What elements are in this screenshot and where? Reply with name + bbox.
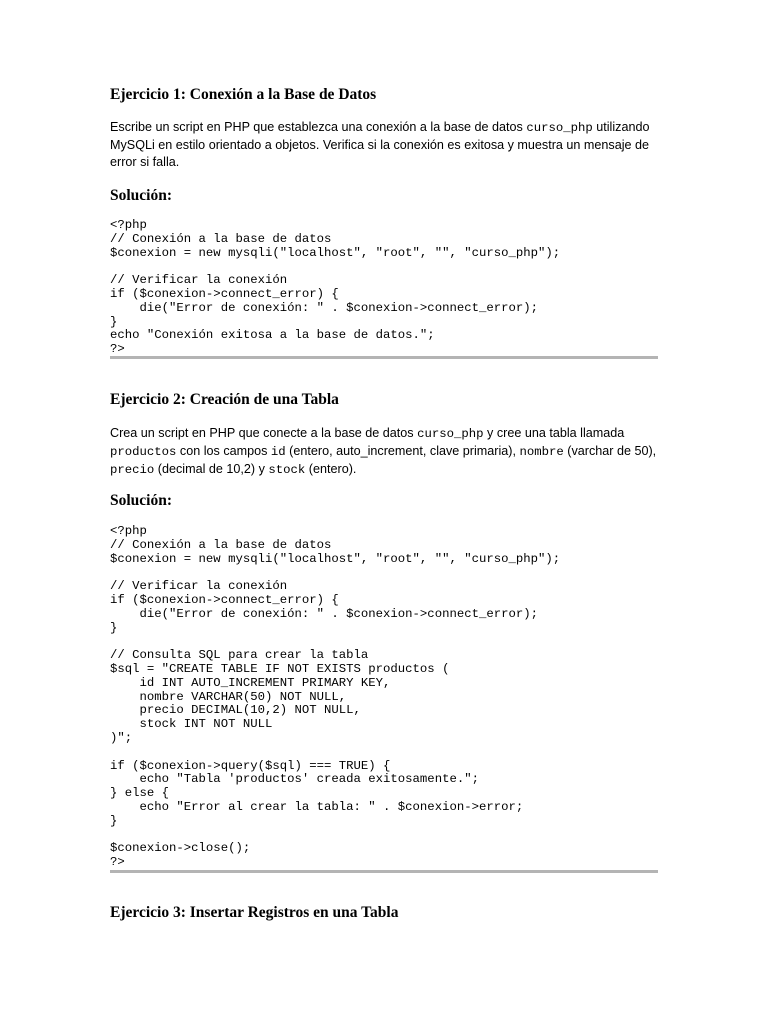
inline-code: productos [110, 445, 177, 459]
exercise-2-title: Ejercicio 2: Creación de una Tabla [110, 391, 339, 408]
exercise-2-description [110, 425, 670, 479]
inline-code: stock [268, 463, 306, 477]
exercise-2-solution-label: Solución: [110, 492, 173, 509]
description-text: con los campos [176, 444, 271, 458]
description-text: (varchar de 50), [563, 444, 657, 458]
exercise-1-title: Ejercicio 1: Conexión a la Base de Datos [110, 86, 377, 103]
exercise-3-title: Ejercicio 3: Insertar Registros en una Tabla [110, 904, 399, 921]
inline-code: precio [110, 463, 155, 477]
description-text: (entero). [305, 462, 357, 476]
description-text: y cree una tabla llamada [483, 426, 625, 440]
exercise-1-code-block: <?php // Conexión a la base de datos $conexion = new mysqli("localhost", "root", "", "curso_php"); // Verificar la conexión if ($conexion->connect_error) { die("Error de conexión: " . $conexion->connect_error); } echo "Conexión exitosa a la base de datos."; ?> [110, 218, 561, 357]
description-text: Escribe un script en PHP que establezca una conexión a la base de datos [110, 120, 527, 134]
exercise-1-description [110, 119, 670, 171]
exercise-1-solution-label: Solución: [110, 187, 173, 204]
exercise-1-divider [110, 356, 658, 359]
inline-code: curso_php [417, 427, 484, 441]
description-text: (decimal de 10,2) y [154, 462, 269, 476]
inline-code: nombre [519, 445, 564, 459]
inline-code: curso_php [526, 121, 593, 135]
inline-code: id [270, 445, 286, 459]
description-text: utilizando MySQLi en estilo orientado a objetos. Verifica si la conexión es exitosa y muestra un mensaje de error si falla. [110, 120, 650, 169]
description-text: Crea un script en PHP que conecte a la base de datos [110, 426, 418, 440]
description-text: (entero, auto_increment, clave primaria), [285, 444, 520, 458]
exercise-2-divider [110, 870, 658, 873]
exercise-2-code-block: <?php // Conexión a la base de datos $conexion = new mysqli("localhost", "root", "", "curso_php"); // Verificar la conexión if ($conexion->connect_error) { die("Error de conexión: " . $conexion->connect_error); } // Consulta SQL para crear la tabla $sql = "CREATE TABLE IF NOT EXISTS productos ( id INT AUTO_INCREMENT PRIMARY KEY, nombre VARCHAR(50) NOT NULL, precio DECIMAL(10,2) NOT NULL, stock INT NOT NULL )"; if ($conexion->query($sql) === TRUE) { echo "Tabla 'productos' creada exitosamente."; } else { echo "Error al crear la tabla: " . $conexion->error; } $conexion->close(); ?> [110, 524, 561, 870]
